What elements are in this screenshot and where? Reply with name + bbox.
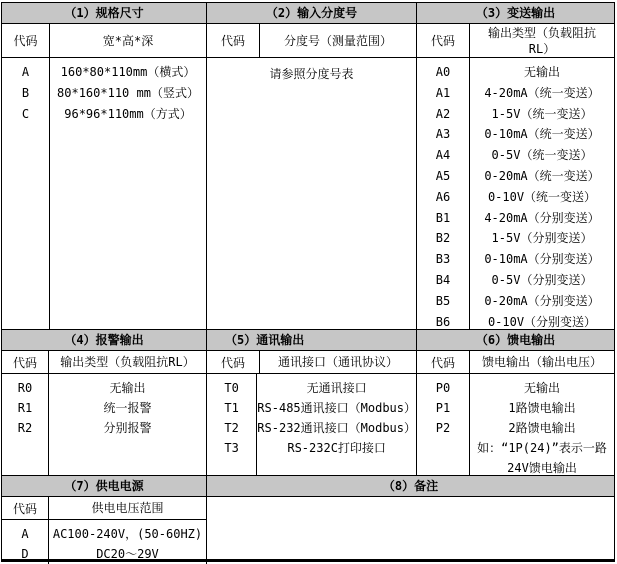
code-cell: A0 (435, 65, 451, 79)
desc-column-header: 分度号（测量范围） (283, 33, 392, 48)
desc-cell: 2路馈电输出 (508, 421, 576, 435)
code-cell: P2 (435, 421, 451, 435)
desc-cell: RS-232通讯接口（Modbus） (257, 421, 416, 435)
desc-cell: 80*160*110 mm（竖式） (57, 85, 199, 100)
desc-cell: 1路馈电输出 (508, 401, 576, 415)
section-title: （7）供电电源 (2, 476, 206, 497)
code-column-header: 代码 (417, 351, 470, 373)
column-header-row (417, 351, 614, 374)
code-cell: A5 (435, 168, 451, 183)
section-feed-power-output (417, 330, 614, 475)
desc-cell: 0-20mA（分别变送） (484, 293, 600, 308)
desc-cell: 0-10mA（统一变送） (484, 127, 600, 142)
code-cell-column (417, 58, 470, 329)
section-title: （3）变送输出 (417, 3, 614, 24)
band-bottom (2, 475, 614, 564)
code-cell (417, 438, 469, 458)
section-input-graduation (207, 3, 417, 329)
section-communication-output (207, 330, 417, 475)
code-cell: B1 (435, 210, 451, 225)
section-spec-size (2, 3, 207, 329)
section-title: （1）规格尺寸 (2, 3, 206, 24)
section-transmission-output (417, 3, 614, 329)
desc-cell-column (470, 374, 614, 475)
code-column-header: 代码 (2, 24, 50, 57)
desc-cell-column (50, 58, 206, 329)
desc-column-header: 输出类型（负载阻抗RL） (60, 355, 195, 369)
desc-cell: 160*80*110mm（横式） (60, 65, 196, 79)
desc-cell: 无输出 (523, 381, 560, 395)
code-cell-column (417, 374, 470, 475)
section-title: （6）馈电输出 (417, 330, 614, 351)
reference-note: 请参照分度号表 (269, 67, 354, 81)
section-title: （5）通讯输出 (207, 330, 416, 351)
desc-cell: 0-10mA（分别变送） (484, 252, 600, 267)
desc-cell: RS-485通讯接口（Modbus） (257, 401, 416, 415)
section-body (417, 58, 614, 329)
code-cell-column (2, 374, 49, 475)
code-cell: B6 (435, 314, 451, 329)
desc-cell-column (257, 374, 416, 475)
code-cell: T2 (224, 421, 239, 435)
code-column-header: 代码 (207, 351, 260, 373)
model-selection-table (1, 2, 615, 562)
desc-cell: 0-5V（分别变送） (491, 272, 593, 287)
desc-cell: 0-5V（统一变送） (491, 148, 593, 163)
section-body (207, 374, 416, 475)
feed-output-note-line: 24V馈电输出 (507, 461, 577, 475)
desc-cell: RS-232C打印接口 (287, 441, 386, 455)
code-cell: B4 (435, 272, 451, 287)
code-cell: B3 (435, 252, 451, 267)
code-column-header: 代码 (2, 351, 49, 373)
code-column-header: 代码 (417, 24, 470, 57)
code-cell-column (207, 374, 257, 475)
code-cell: P1 (435, 401, 451, 415)
desc-cell: 1-5V（统一变送） (491, 106, 593, 121)
desc-cell: 4-20mA（统一变送） (484, 85, 600, 100)
feed-output-note-line: 如：“1P(24)”表示一路 (477, 441, 607, 455)
section-body (207, 58, 416, 329)
section-body (2, 374, 206, 475)
code-cell: A6 (435, 189, 451, 204)
column-header-row (2, 497, 206, 520)
desc-column-header: 宽*高*深 (102, 33, 154, 48)
desc-cell: 无输出 (523, 65, 560, 79)
column-header-row (2, 24, 206, 58)
code-cell: R0 (17, 381, 33, 395)
column-header-row (417, 24, 614, 58)
desc-cell: DC20～29V (96, 547, 159, 561)
desc-cell: 4-20mA（分别变送） (484, 210, 600, 225)
code-cell: A2 (435, 106, 451, 121)
desc-column-header: 输出类型（负载阻抗RL） (487, 25, 596, 56)
code-cell: P0 (435, 381, 451, 395)
section-alarm-output (2, 330, 207, 475)
code-cell: C (21, 106, 30, 121)
desc-cell-column (49, 374, 206, 475)
code-cell: A3 (435, 127, 451, 142)
section-title: （4）报警输出 (2, 330, 206, 351)
desc-cell: 无输出 (109, 381, 146, 395)
section-body (2, 58, 206, 329)
code-cell: B (21, 85, 30, 100)
code-cell: D (21, 547, 29, 561)
column-header-row (207, 351, 416, 374)
code-cell: T1 (224, 401, 239, 415)
desc-cell: 0-10V（统一变送） (487, 189, 597, 204)
section-body (417, 374, 614, 475)
desc-column-header: 供电电压范围 (91, 501, 164, 515)
desc-cell: 0-20mA（统一变送） (484, 168, 600, 183)
code-column-header: 代码 (207, 24, 260, 57)
band-middle (2, 329, 614, 475)
code-column-header: 代码 (2, 497, 49, 519)
section-title: （2）输入分度号 (207, 3, 416, 24)
code-cell: R1 (17, 401, 33, 415)
desc-cell-column (470, 58, 614, 329)
section-power-supply (2, 476, 207, 564)
section-body (2, 520, 206, 564)
code-cell: B5 (435, 293, 451, 308)
desc-column-header: 馈电输出（输出电压） (481, 355, 602, 369)
desc-cell: 96*96*110mm（方式） (64, 106, 192, 121)
code-cell-column (2, 58, 50, 329)
column-header-row (207, 24, 416, 58)
remarks-empty-body (207, 497, 614, 564)
code-cell: B2 (435, 231, 451, 246)
code-cell: T3 (224, 441, 239, 455)
code-cell: R2 (17, 421, 33, 435)
desc-cell: 统一报警 (103, 401, 152, 415)
desc-column-header: 通讯接口（通讯协议） (277, 355, 398, 369)
desc-cell: 无通讯接口 (306, 381, 367, 395)
desc-cell-column (49, 520, 206, 564)
code-cell-column (2, 520, 49, 564)
desc-cell: 0-10V（分别变送） (487, 314, 597, 329)
code-cell: T0 (224, 381, 239, 395)
section-title: （8）备注 (207, 476, 614, 497)
code-cell: A4 (435, 148, 451, 163)
desc-cell: AC100-240V，(50-60HZ) (52, 527, 203, 541)
code-cell: A (21, 527, 29, 541)
band-top (2, 3, 614, 329)
desc-cell: 分别报警 (103, 421, 152, 435)
desc-cell: 1-5V（分别变送） (491, 231, 593, 246)
column-header-row (2, 351, 206, 374)
code-cell: A1 (435, 85, 451, 100)
code-cell (417, 458, 469, 475)
code-cell: A (21, 65, 30, 79)
section-remarks (207, 476, 614, 564)
